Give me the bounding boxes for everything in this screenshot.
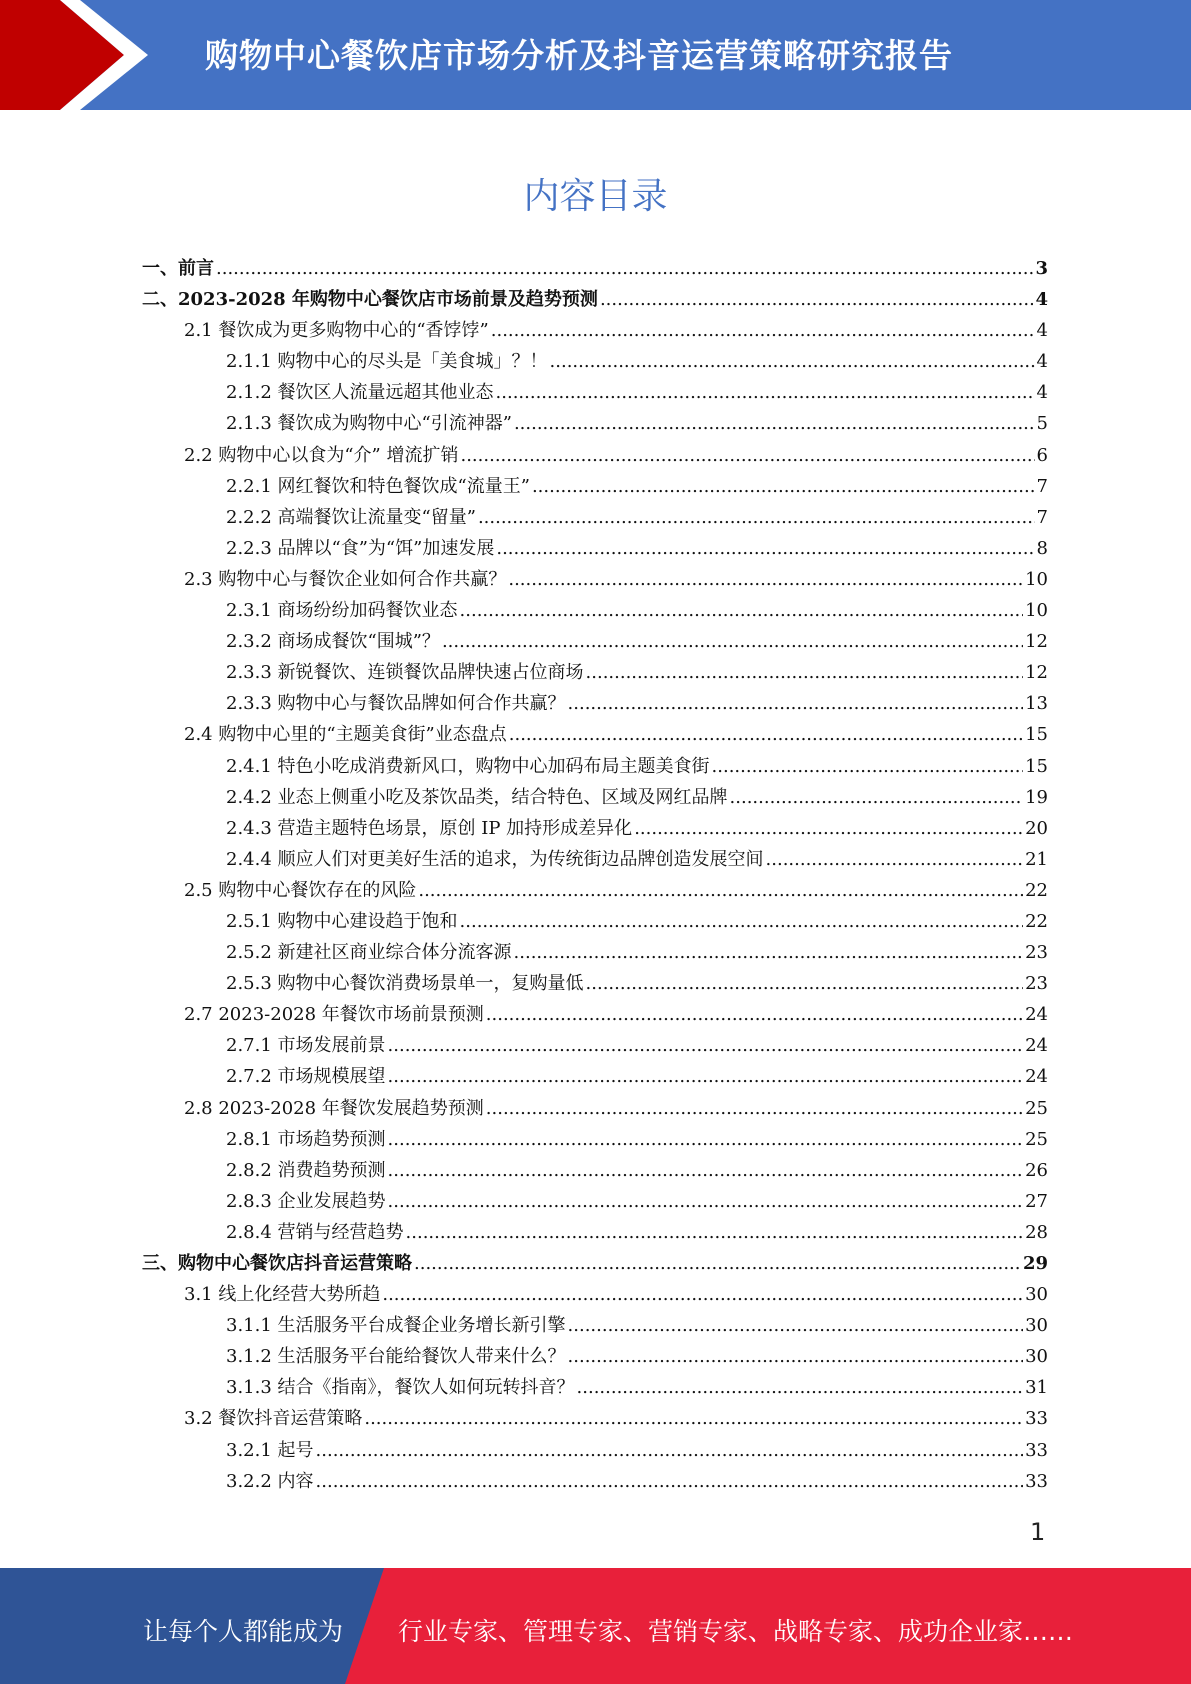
toc-dot-leader bbox=[600, 284, 1034, 315]
toc-entry[interactable] bbox=[142, 937, 1048, 968]
toc-dot-leader bbox=[382, 1279, 1023, 1310]
toc-entry-page: 7 bbox=[1036, 475, 1048, 497]
toc-entry-title: 2.4.1 特色小吃成消费新风口，购物中心加码布局主题美食街 bbox=[226, 755, 710, 777]
toc-entry-title: 3.2 餐饮抖音运营策略 bbox=[184, 1408, 363, 1430]
toc-entry-title: 二、2023-2028 年购物中心餐饮店市场前景及趋势预测 bbox=[142, 289, 598, 311]
toc-entry-title: 2.3 购物中心与餐饮企业如何合作共赢？ bbox=[184, 568, 507, 590]
toc-entry-page: 13 bbox=[1025, 693, 1048, 715]
footer-slogan-right: 行业专家、管理专家、营销专家、战略专家、成功企业家…… bbox=[398, 1617, 1074, 1646]
toc-entry-page: 7 bbox=[1036, 506, 1048, 528]
toc-dot-leader bbox=[460, 595, 1024, 626]
toc-entry-title: 2.7.1 市场发展前景 bbox=[226, 1035, 386, 1057]
toc-dot-leader bbox=[514, 408, 1035, 439]
toc-dot-leader bbox=[496, 377, 1035, 408]
toc-entry-title: 2.8.2 消费趋势预测 bbox=[226, 1159, 386, 1181]
toc-entry-page: 24 bbox=[1025, 1035, 1048, 1057]
toc-entry-page: 3 bbox=[1035, 258, 1048, 279]
toc-entry[interactable] bbox=[142, 502, 1048, 533]
toc-entry[interactable] bbox=[142, 1093, 1048, 1124]
toc-entry[interactable] bbox=[142, 1030, 1048, 1061]
toc-entry-title: 一、前言 bbox=[142, 258, 214, 279]
toc-entry-page: 27 bbox=[1025, 1190, 1048, 1212]
toc-entry-page: 33 bbox=[1025, 1439, 1048, 1461]
toc-dot-leader bbox=[406, 1217, 1024, 1248]
toc-entry[interactable] bbox=[142, 284, 1048, 315]
toc-entry[interactable] bbox=[142, 533, 1048, 564]
toc-dot-leader bbox=[388, 1186, 1024, 1217]
toc-entry-title: 2.8.1 市场趋势预测 bbox=[226, 1128, 386, 1150]
toc-entry-title: 3.2.2 内容 bbox=[226, 1470, 314, 1492]
toc-dot-leader bbox=[586, 657, 1024, 688]
toc-entry-title: 2.3.3 购物中心与餐饮品牌如何合作共赢？ bbox=[226, 693, 566, 715]
toc-entry-title: 2.2.3 品牌以“食”为“饵”加速发展 bbox=[226, 537, 495, 559]
toc-entry[interactable] bbox=[142, 1155, 1048, 1186]
toc-entry-page: 33 bbox=[1025, 1408, 1048, 1430]
toc-entry-title: 2.7.2 市场规模展望 bbox=[226, 1066, 386, 1088]
toc-entry-title: 2.4.4 顺应人们对更美好生活的追求，为传统街边品牌创造发展空间 bbox=[226, 848, 764, 870]
toc-entry-page: 8 bbox=[1036, 537, 1048, 559]
report-title: 购物中心餐饮店市场分析及抖音运营策略研究报告 bbox=[205, 36, 953, 75]
toc-entry[interactable] bbox=[142, 1248, 1048, 1279]
toc-entry-page: 31 bbox=[1025, 1377, 1048, 1399]
toc-entry-title: 三、购物中心餐饮店抖音运营策略 bbox=[142, 1253, 412, 1274]
toc-entry[interactable] bbox=[142, 1372, 1048, 1403]
toc-entry-title: 2.2.1 网红餐饮和特色餐饮成“流量王” bbox=[226, 475, 530, 497]
toc-entry-title: 2.7 2023-2028 年餐饮市场前景预测 bbox=[184, 1004, 484, 1026]
toc-dot-leader bbox=[388, 1061, 1024, 1092]
toc-entry-title: 2.8.3 企业发展趋势 bbox=[226, 1190, 386, 1212]
toc-dot-leader bbox=[509, 719, 1023, 750]
toc-entry[interactable] bbox=[142, 875, 1048, 906]
toc-dot-leader bbox=[730, 782, 1024, 813]
toc-entry[interactable] bbox=[142, 844, 1048, 875]
toc-dot-leader bbox=[550, 346, 1035, 377]
toc-dot-leader bbox=[478, 502, 1035, 533]
toc-entry[interactable] bbox=[142, 1061, 1048, 1092]
toc-entry-page: 15 bbox=[1025, 724, 1048, 746]
toc-entry[interactable] bbox=[142, 1310, 1048, 1341]
toc-dot-leader bbox=[496, 533, 1034, 564]
toc-dot-leader bbox=[460, 906, 1024, 937]
toc-dot-leader bbox=[388, 1124, 1024, 1155]
toc-entry-page: 4 bbox=[1035, 289, 1048, 311]
toc-entry-page: 30 bbox=[1025, 1284, 1048, 1306]
toc-entry[interactable] bbox=[142, 253, 1048, 284]
toc-entry-title: 2.5.1 购物中心建设趋于饱和 bbox=[226, 910, 458, 932]
toc-entry-page: 25 bbox=[1025, 1097, 1048, 1119]
toc-entry-page: 23 bbox=[1025, 973, 1048, 995]
toc-dot-leader bbox=[442, 626, 1023, 657]
toc-entry[interactable] bbox=[142, 440, 1048, 471]
toc-entry-page: 28 bbox=[1025, 1221, 1048, 1243]
toc-entry-page: 26 bbox=[1025, 1159, 1048, 1181]
toc-entry-page: 12 bbox=[1025, 662, 1048, 684]
toc-entry-title: 2.1.3 餐饮成为购物中心“引流神器” bbox=[226, 413, 512, 435]
toc-entry[interactable] bbox=[142, 1186, 1048, 1217]
toc-dot-leader bbox=[388, 1155, 1024, 1186]
toc-entry-page: 6 bbox=[1036, 444, 1048, 466]
toc-entry-page: 30 bbox=[1025, 1346, 1048, 1368]
toc-entry[interactable] bbox=[142, 315, 1048, 346]
toc-entry-page: 24 bbox=[1025, 1066, 1048, 1088]
toc-entry-page: 21 bbox=[1025, 848, 1048, 870]
toc-entry-page: 22 bbox=[1025, 879, 1048, 901]
toc-dot-leader bbox=[766, 844, 1024, 875]
page-number: 1 bbox=[1030, 1518, 1046, 1546]
toc-entry-title: 2.2.2 高端餐饮让流量变“留量” bbox=[226, 506, 476, 528]
toc-entry[interactable] bbox=[142, 1435, 1048, 1466]
toc-entry[interactable] bbox=[142, 1341, 1048, 1372]
toc-entry-title: 2.2 购物中心以食为“介” 增流扩销 bbox=[184, 444, 459, 466]
toc-entry-title: 2.5.2 新建社区商业综合体分流客源 bbox=[226, 942, 512, 964]
toc-entry-page: 33 bbox=[1025, 1470, 1048, 1492]
toc-entry-page: 10 bbox=[1025, 568, 1048, 590]
toc-entry-page: 24 bbox=[1025, 1004, 1048, 1026]
toc-entry-page: 4 bbox=[1036, 351, 1048, 373]
toc-entry[interactable] bbox=[142, 564, 1048, 595]
toc-entry[interactable] bbox=[142, 1403, 1048, 1434]
toc-entry[interactable] bbox=[142, 1279, 1048, 1310]
toc-entry[interactable] bbox=[142, 626, 1048, 657]
toc-entry[interactable] bbox=[142, 657, 1048, 688]
toc-entry-title: 2.5 购物中心餐饮存在的风险 bbox=[184, 879, 417, 901]
toc-dot-leader bbox=[514, 937, 1024, 968]
toc-dot-leader bbox=[634, 813, 1023, 844]
toc-entry[interactable] bbox=[142, 999, 1048, 1030]
toc-dot-leader bbox=[577, 1372, 1024, 1403]
toc-dot-leader bbox=[712, 751, 1024, 782]
toc-entry[interactable] bbox=[142, 1124, 1048, 1155]
toc-entry-page: 4 bbox=[1036, 320, 1048, 342]
toc-entry-page: 5 bbox=[1036, 413, 1048, 435]
toc-entry[interactable] bbox=[142, 595, 1048, 626]
toc-dot-leader bbox=[316, 1435, 1024, 1466]
toc-entry-title: 3.1 线上化经营大势所趋 bbox=[184, 1284, 381, 1306]
toc-dot-leader bbox=[568, 1341, 1024, 1372]
toc-entry-title: 2.4 购物中心里的“主题美食街”业态盘点 bbox=[184, 724, 507, 746]
toc-entry[interactable] bbox=[142, 1217, 1048, 1248]
toc-entry-title: 3.1.3 结合《指南》，餐饮人如何玩转抖音？ bbox=[226, 1377, 575, 1399]
toc-dot-leader bbox=[486, 999, 1023, 1030]
toc-entry-title: 3.1.1 生活服务平台成餐企业务增长新引擎 bbox=[226, 1315, 566, 1337]
toc-entry[interactable] bbox=[142, 471, 1048, 502]
page-footer bbox=[0, 1568, 1191, 1684]
toc-entry-page: 22 bbox=[1025, 910, 1048, 932]
toc-entry-title: 2.4.2 业态上侧重小吃及茶饮品类，结合特色、区域及网红品牌 bbox=[226, 786, 728, 808]
table-of-contents bbox=[142, 253, 1048, 1497]
toc-heading: 内容目录 bbox=[523, 176, 668, 217]
toc-entry[interactable] bbox=[142, 719, 1048, 750]
toc-entry-page: 20 bbox=[1025, 817, 1048, 839]
toc-dot-leader bbox=[316, 1466, 1024, 1497]
toc-dot-leader bbox=[491, 315, 1035, 346]
toc-entry-title: 3.1.2 生活服务平台能给餐饮人带来什么？ bbox=[226, 1346, 566, 1368]
toc-entry[interactable] bbox=[142, 751, 1048, 782]
toc-dot-leader bbox=[418, 875, 1023, 906]
toc-dot-leader bbox=[568, 688, 1024, 719]
toc-entry-title: 2.3.3 新锐餐饮、连锁餐饮品牌快速占位商场 bbox=[226, 662, 584, 684]
toc-entry-title: 2.1.1 购物中心的尽头是「美食城」？！ bbox=[226, 351, 548, 373]
toc-entry-title: 2.1 餐饮成为更多购物中心的“香饽饽” bbox=[184, 320, 489, 342]
toc-entry-page: 15 bbox=[1025, 755, 1048, 777]
toc-entry[interactable] bbox=[142, 688, 1048, 719]
toc-entry[interactable] bbox=[142, 782, 1048, 813]
toc-dot-leader bbox=[364, 1403, 1023, 1434]
toc-entry[interactable] bbox=[142, 813, 1048, 844]
toc-entry-page: 10 bbox=[1025, 600, 1048, 622]
toc-entry[interactable] bbox=[142, 346, 1048, 377]
toc-entry[interactable] bbox=[142, 906, 1048, 937]
toc-entry-title: 3.2.1 起号 bbox=[226, 1439, 314, 1461]
toc-dot-leader bbox=[388, 1030, 1024, 1061]
toc-dot-leader bbox=[586, 968, 1024, 999]
toc-entry-title: 2.3.1 商场纷纷加码餐饮业态 bbox=[226, 600, 458, 622]
toc-entry-page: 4 bbox=[1036, 382, 1048, 404]
toc-entry[interactable] bbox=[142, 968, 1048, 999]
toc-dot-leader bbox=[486, 1093, 1023, 1124]
toc-entry-page: 19 bbox=[1025, 786, 1048, 808]
toc-dot-leader bbox=[460, 440, 1034, 471]
toc-entry-page: 29 bbox=[1022, 1253, 1048, 1274]
toc-dot-leader bbox=[568, 1310, 1024, 1341]
toc-dot-leader bbox=[532, 471, 1035, 502]
toc-dot-leader bbox=[216, 253, 1033, 284]
footer-slogan-left: 让每个人都能成为 bbox=[143, 1617, 344, 1646]
toc-dot-leader bbox=[508, 564, 1023, 595]
toc-entry-page: 30 bbox=[1025, 1315, 1048, 1337]
page-header bbox=[0, 0, 1191, 110]
toc-entry-title: 2.1.2 餐饮区人流量远超其他业态 bbox=[226, 382, 494, 404]
toc-entry-title: 2.8 2023-2028 年餐饮发展趋势预测 bbox=[184, 1097, 484, 1119]
toc-entry-title: 2.4.3 营造主题特色场景，原创 IP 加持形成差异化 bbox=[226, 817, 633, 839]
toc-entry[interactable] bbox=[142, 1466, 1048, 1497]
toc-entry-title: 2.5.3 购物中心餐饮消费场景单一，复购量低 bbox=[226, 973, 584, 995]
toc-entry[interactable] bbox=[142, 377, 1048, 408]
toc-entry-title: 2.8.4 营销与经营趋势 bbox=[226, 1221, 404, 1243]
toc-entry-page: 25 bbox=[1025, 1128, 1048, 1150]
toc-entry-page: 23 bbox=[1025, 942, 1048, 964]
toc-entry[interactable] bbox=[142, 408, 1048, 439]
toc-entry-title: 2.3.2 商场成餐饮“围城”？ bbox=[226, 631, 440, 653]
toc-entry-page: 12 bbox=[1025, 631, 1048, 653]
toc-dot-leader bbox=[414, 1248, 1021, 1279]
